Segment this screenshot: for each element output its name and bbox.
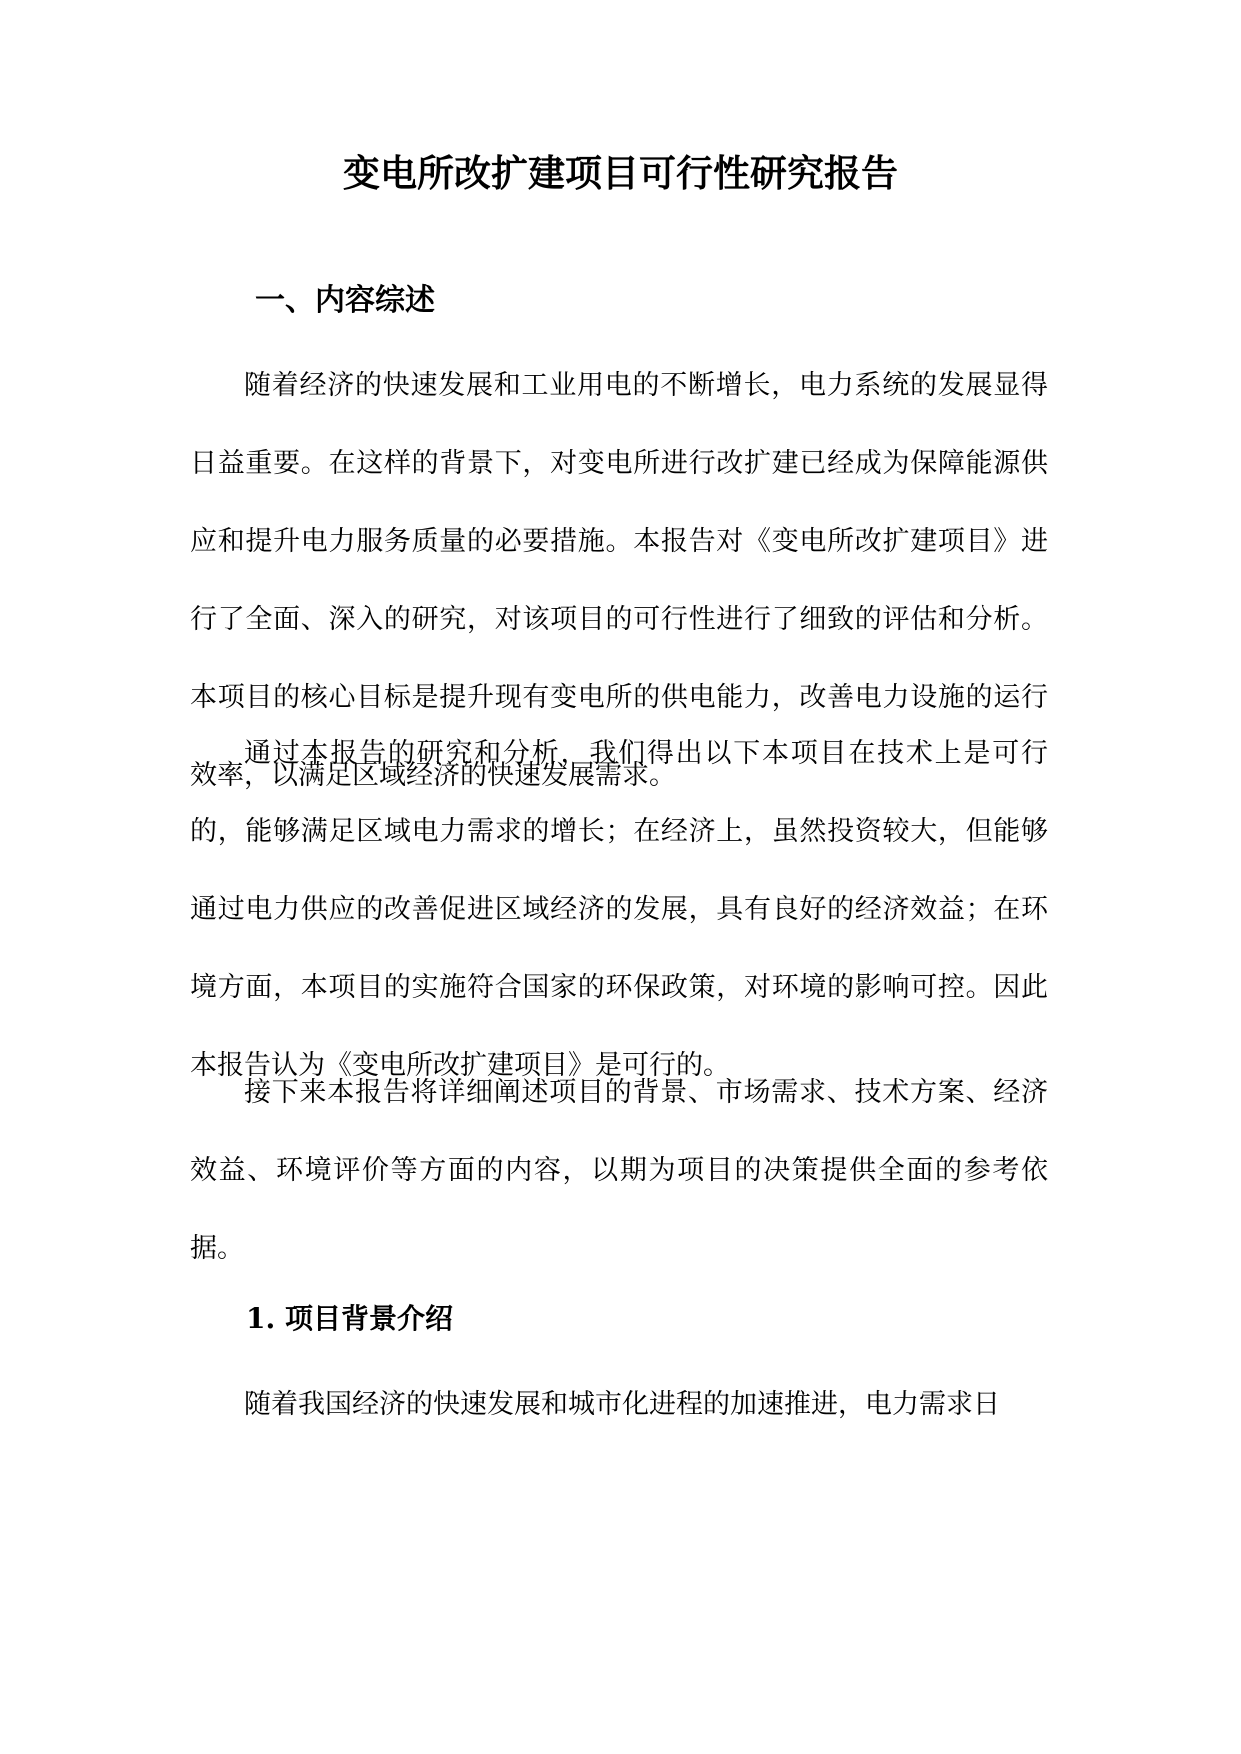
section-heading-overview: 一、内容综述	[255, 283, 435, 318]
paragraph-conclusion: 通过本报告的研究和分析，我们得出以下本项目在技术上是可行的，能够满足区域电力需求的增长；在经济上，虽然投资较大，但能够通过电力供应的改善促进区域经济的发展，具有良好的经济效益；在环境方面，本项目的实施符合国家的环保政策，对环境的影响可控。因此本报告认为《变电所改扩建项目》是可行的。	[190, 738, 1048, 1081]
paragraph-project-background: 随着我国经济的快速发展和城市化进程的加速推进，电力需求日	[244, 1389, 1000, 1420]
document-title: 变电所改扩建项目可行性研究报告	[343, 151, 898, 195]
subsection-heading-project-background: 1. 项目背景介绍	[246, 1302, 453, 1335]
paragraph-outline: 接下来本报告将详细阐述项目的背景、市场需求、技术方案、经济效益、环境评价等方面的内容，以期为项目的决策提供全面的参考依据。	[190, 1077, 1048, 1264]
paragraph-background: 随着经济的快速发展和工业用电的不断增长，电力系统的发展显得日益重要。在这样的背景下，对变电所进行改扩建已经成为保障能源供应和提升电力服务质量的必要措施。本报告对《变电所改扩建项目》进行了全面、深入的研究，对该项目的可行性进行了细致的评估和分析。本项目的核心目标是提升现有变电所的供电能力，改善电力设施的运行效率，以满足区域经济的快速发展需求。	[190, 370, 1048, 791]
